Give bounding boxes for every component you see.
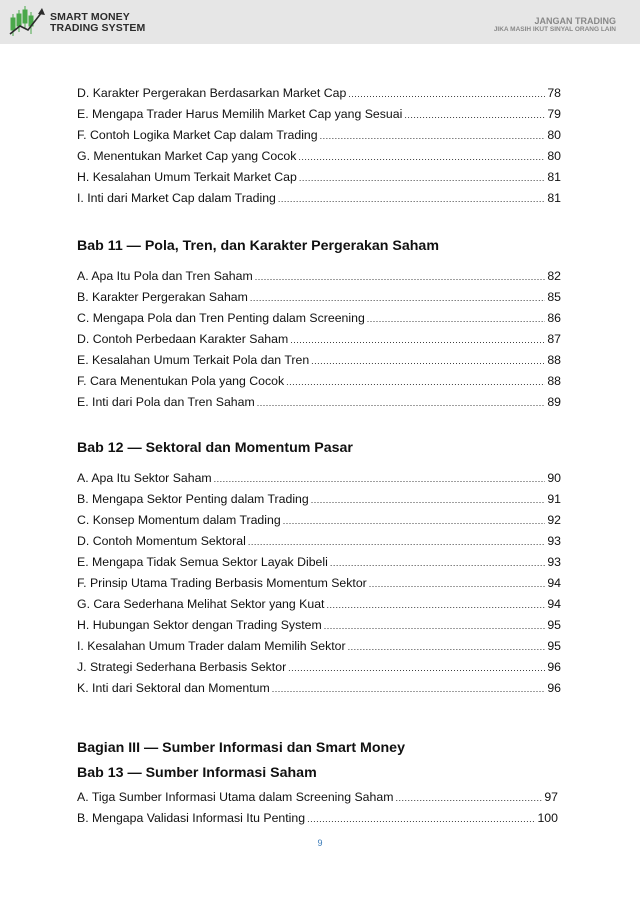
logo-candlestick-icon: [8, 4, 48, 40]
toc-entry: I. Inti dari Market Cap dalam Trading ..... 81: [77, 191, 561, 207]
toc-entry: A. Tiga Sumber Informasi Utama dalam Screening Saham ..... 97: [77, 790, 558, 806]
chapter-heading-bab11: Bab 11 — Pola, Tren, dan Karakter Pergerakan Saham: [77, 238, 439, 254]
toc-entry: F. Prinsip Utama Trading Berbasis Momentum Sektor ..... 94: [77, 576, 561, 592]
toc-entry: G. Menentukan Market Cap yang Cocok ..... 80: [77, 149, 561, 165]
toc-entry: E. Kesalahan Umum Terkait Pola dan Tren ..... 88: [77, 353, 561, 369]
toc-entry: D. Contoh Perbedaan Karakter Saham ..... 87: [77, 332, 561, 348]
toc-entry: B. Mengapa Validasi Informasi Itu Penting ..... 100: [77, 811, 558, 827]
toc-entry: A. Apa Itu Pola dan Tren Saham ..... 82: [77, 269, 561, 285]
tagline-line-2: JIKA MASIH IKUT SINYAL ORANG LAIN: [493, 26, 616, 33]
toc-entry: B. Karakter Pergerakan Saham ..... 85: [77, 290, 561, 306]
brand-name: [50, 12, 145, 34]
toc-entry: F. Contoh Logika Market Cap dalam Trading ..... 80: [77, 128, 561, 144]
chapter-heading-bab13: Bab 13 — Sumber Informasi Saham: [77, 765, 317, 781]
toc-entry: H. Hubungan Sektor dengan Trading System ..... 95: [77, 618, 561, 634]
page-number: 9: [317, 838, 323, 848]
part-heading: Bagian III — Sumber Informasi dan Smart Money: [77, 740, 405, 756]
brand-line-2: TRADING SYSTEM: [50, 22, 146, 34]
toc-entry: E. Mengapa Trader Harus Memilih Market Cap yang Sesuai ..... 79: [77, 107, 561, 123]
toc-entry: C. Konsep Momentum dalam Trading ..... 92: [77, 513, 561, 529]
toc-entry: H. Kesalahan Umum Terkait Market Cap ..... 81: [77, 170, 561, 186]
toc-entry: K. Inti dari Sektoral dan Momentum ..... 96: [77, 681, 561, 697]
toc-entry: E. Inti dari Pola dan Tren Saham ..... 89: [77, 395, 561, 411]
toc-entry: J. Strategi Sederhana Berbasis Sektor ..... 96: [77, 660, 561, 676]
page-header: [0, 0, 640, 44]
toc-entry: I. Kesalahan Umum Trader dalam Memilih Sektor ..... 95: [77, 639, 561, 655]
toc-entry: G. Cara Sederhana Melihat Sektor yang Kuat ..... 94: [77, 597, 561, 613]
brand-line-1: SMART MONEY: [50, 11, 130, 23]
toc-entry: B. Mengapa Sektor Penting dalam Trading ..... 91: [77, 492, 561, 508]
toc-entry: D. Karakter Pergerakan Berdasarkan Market Cap ..... 78: [77, 86, 561, 102]
toc-entry: C. Mengapa Pola dan Tren Penting dalam Screening ..... 86: [77, 311, 561, 327]
toc-entry: F. Cara Menentukan Pola yang Cocok ..... 88: [77, 374, 561, 390]
toc-entry: A. Apa Itu Sektor Saham ..... 90: [77, 471, 561, 487]
tagline-line-1: JANGAN TRADING: [534, 16, 616, 26]
header-tagline: [494, 16, 616, 34]
chapter-heading-bab12: Bab 12 — Sektoral dan Momentum Pasar: [77, 440, 353, 456]
toc-entry: D. Contoh Momentum Sektoral ..... 93: [77, 534, 561, 550]
toc-entry: E. Mengapa Tidak Semua Sektor Layak Dibeli ..... 93: [77, 555, 561, 571]
